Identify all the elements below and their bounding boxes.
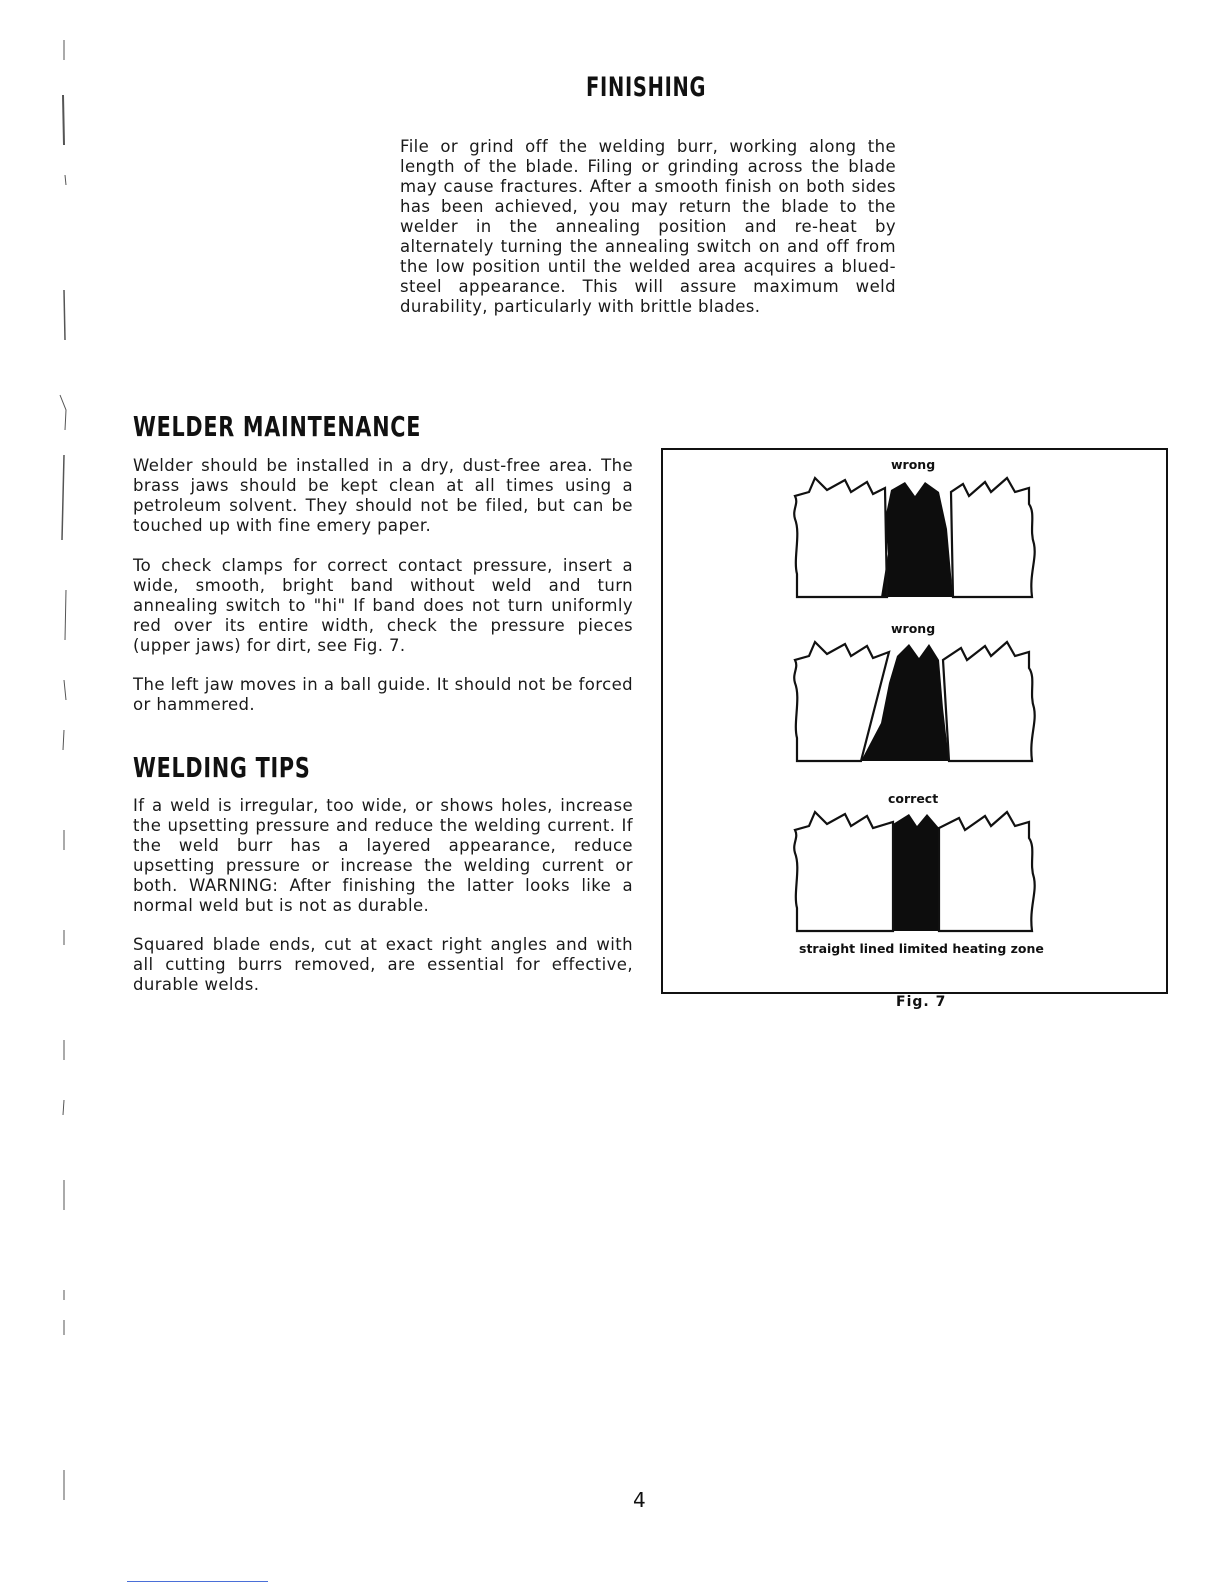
blade-outline-right [951,478,1035,597]
weld-diagram-correct [793,808,1038,933]
blade-outline-left [794,812,893,931]
tips-paragraph-blade-ends: Squared blade ends, cut at exact right angles and with all cutting burrs removed, are essential for effective, durable welds. [133,935,633,994]
figure-label-correct: correct [888,791,939,806]
weld-zone-straight [893,814,939,931]
welding-tips-heading: WELDING TIPS [133,751,311,784]
figure-7-box [661,448,1168,994]
blade-outline-left [794,478,887,597]
tips-paragraph-irregular-weld: If a weld is irregular, too wide, or shows holes, increase the upsetting pressure and reduce the welding current. If the weld burr has a layered appearance, reduce upsetting pressure or increase the welding current or both. WARNING: After finishing the latter looks like a normal weld but is not as durable. [133,796,633,915]
maintenance-paragraph-installation: Welder should be installed in a dry, dust-free area. The brass jaws should be kept clean at all times using a petroleum solvent. They should not be filed, but can be touched up with fine emery paper. [133,456,633,535]
weld-diagram-wrong-wide [793,638,1038,763]
page-number: 4 [633,1488,646,1512]
figure-label-wrong-middle: wrong [891,621,936,636]
weld-diagram-wrong-irregular [793,474,1038,599]
blade-outline-right [943,642,1035,761]
figure-caption-heating-zone: straight lined limited heating zone [799,941,1044,956]
figure-number: Fig. 7 [896,994,947,1010]
maintenance-paragraph-left-jaw: The left jaw moves in a ball guide. It should not be forced or hammered. [133,675,633,714]
finishing-heading: FINISHING [586,72,707,103]
finishing-paragraph: File or grind off the welding burr, working along the length of the blade. Filing or grinding across the blade may cause fractures. After a smooth finish on both sides has been achieved, you may return the blade to the welder in the annealing position and re-heat by alternately turning the annealing switch on and off from the low position until the welded area acquires a blued-steel appearance. This will assure maximum weld durability, particularly with brittle blades. [400,137,896,316]
bottom-rule [127,1581,268,1582]
maintenance-paragraph-clamps: To check clamps for correct contact pressure, insert a wide, smooth, bright band without weld and turn annealing switch to "hi" If band does not turn uniformly red over its entire width, check the pressure pieces (upper jaws) for dirt, see Fig. 7. [133,556,633,655]
figure-label-wrong-top: wrong [891,457,936,472]
blade-outline-right [939,812,1035,931]
weld-zone-irregular [881,482,953,597]
margin-scan-marks [40,0,70,1585]
weld-zone-wide [861,644,949,761]
welder-maintenance-heading: WELDER MAINTENANCE [133,410,422,443]
